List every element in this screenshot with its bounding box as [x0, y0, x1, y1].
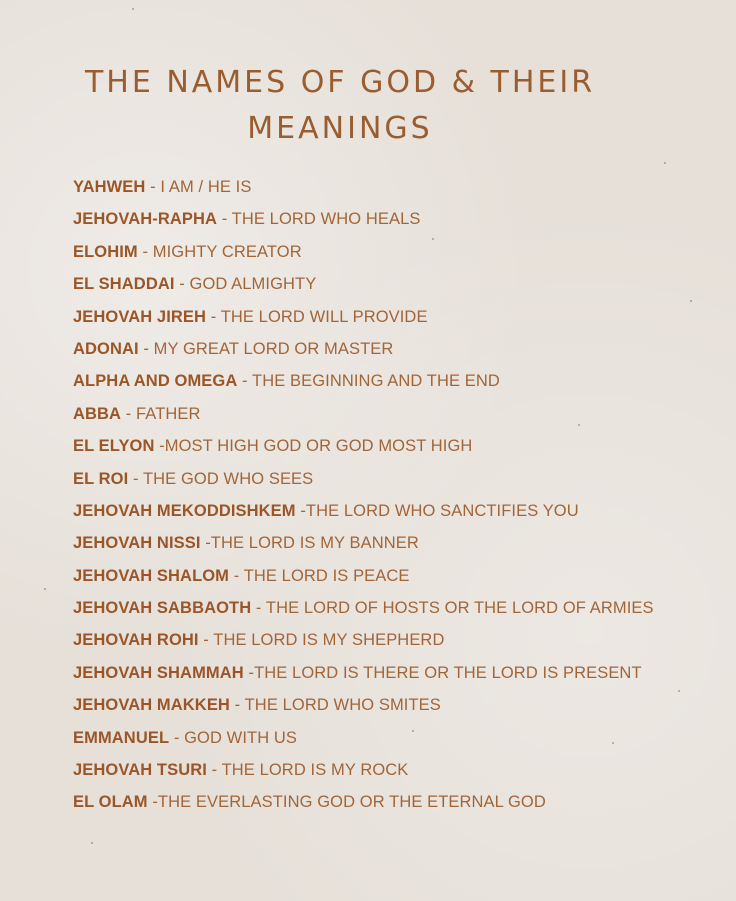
divine-name: YAHWEH — [73, 178, 146, 196]
list-item — [73, 430, 723, 462]
divine-name: EL ELYON — [73, 437, 155, 456]
paper-speck — [664, 162, 666, 164]
list-item — [73, 236, 723, 268]
name-meaning: - THE LORD IS PEACE — [229, 566, 410, 585]
name-meaning: - I AM / HE IS — [145, 178, 252, 196]
list-item — [73, 171, 723, 203]
divine-name: JEHOVAH NISSI — [73, 534, 201, 553]
name-meaning: - GOD WITH US — [169, 728, 298, 747]
name-meaning: - THE LORD WHO HEALS — [217, 210, 421, 229]
list-item — [73, 624, 723, 656]
divine-name: JEHOVAH ROHI — [73, 631, 199, 650]
divine-name: ADONAI — [73, 339, 139, 358]
name-meaning: -THE LORD WHO SANCTIFIES YOU — [295, 501, 579, 520]
name-meaning: - THE LORD IS MY SHEPHERD — [198, 631, 445, 650]
paper-speck — [44, 588, 46, 590]
list-item — [73, 722, 723, 754]
divine-name: ALPHA AND OMEGA — [73, 372, 238, 391]
name-meaning: - THE LORD WHO SMITES — [229, 696, 441, 715]
name-meaning: - THE LORD WILL PROVIDE — [206, 307, 428, 326]
list-item — [73, 365, 723, 397]
name-meaning: -MOST HIGH GOD OR GOD MOST HIGH — [154, 437, 473, 456]
name-meaning: - MY GREAT LORD OR MASTER — [138, 339, 394, 358]
name-meaning: - THE GOD WHO SEES — [128, 469, 314, 488]
paper-speck — [578, 424, 580, 426]
list-item — [73, 592, 723, 624]
divine-name: JEHOVAH MEKODDISHKEM — [73, 501, 296, 520]
divine-name: EL SHADDAI — [73, 275, 175, 294]
list-item — [73, 333, 723, 365]
divine-name: ELOHIM — [73, 242, 138, 261]
divine-name: ABBA — [73, 404, 122, 423]
name-meaning: - THE BEGINNING AND THE END — [237, 372, 500, 391]
name-meaning: - MIGHTY CREATOR — [137, 242, 302, 261]
title-line-2: MEANINGS — [247, 111, 433, 147]
list-item — [73, 463, 723, 495]
list-item — [73, 754, 723, 786]
paper-speck — [432, 238, 434, 240]
divine-name: JEHOVAH-RAPHA — [73, 210, 218, 229]
list-item — [73, 657, 723, 689]
title-line-1: THE NAMES OF GOD & THEIR — [84, 65, 596, 101]
list-item — [73, 560, 723, 592]
paper-speck — [678, 690, 680, 692]
divine-name: EL ROI — [73, 469, 129, 488]
list-item — [73, 786, 723, 818]
divine-name: JEHOVAH SHALOM — [73, 566, 230, 585]
divine-name: JEHOVAH SHAMMAH — [73, 663, 244, 682]
list-item — [73, 268, 723, 300]
list-item — [73, 527, 723, 559]
divine-name: JEHOVAH SABBAOTH — [73, 599, 252, 618]
paper-speck — [612, 742, 614, 744]
divine-name: EMMANUEL — [73, 728, 170, 747]
divine-name: JEHOVAH MAKKEH — [73, 696, 230, 715]
paper-speck — [690, 300, 692, 302]
name-meaning: - FATHER — [121, 404, 201, 423]
list-item — [73, 689, 723, 721]
list-item — [73, 203, 723, 235]
list-item — [73, 495, 723, 527]
name-meaning: -THE LORD IS MY BANNER — [200, 534, 419, 553]
name-meaning: - THE LORD IS MY ROCK — [206, 761, 409, 780]
paper-speck — [91, 842, 93, 844]
name-meaning: - GOD ALMIGHTY — [174, 275, 317, 294]
name-meaning: -THE EVERLASTING GOD OR THE ETERNAL GOD — [147, 793, 546, 812]
names-list — [73, 171, 723, 819]
list-item — [73, 301, 723, 333]
name-meaning: -THE LORD IS THERE OR THE LORD IS PRESENT — [243, 663, 642, 682]
page-title — [0, 60, 680, 152]
paper-speck — [132, 8, 134, 10]
divine-name: JEHOVAH TSURI — [73, 761, 207, 780]
divine-name: EL OLAM — [73, 793, 148, 812]
paper-speck — [412, 730, 414, 732]
list-item — [73, 398, 723, 430]
name-meaning: - THE LORD OF HOSTS OR THE LORD OF ARMIES — [251, 599, 654, 618]
divine-name: JEHOVAH JIREH — [73, 307, 207, 326]
